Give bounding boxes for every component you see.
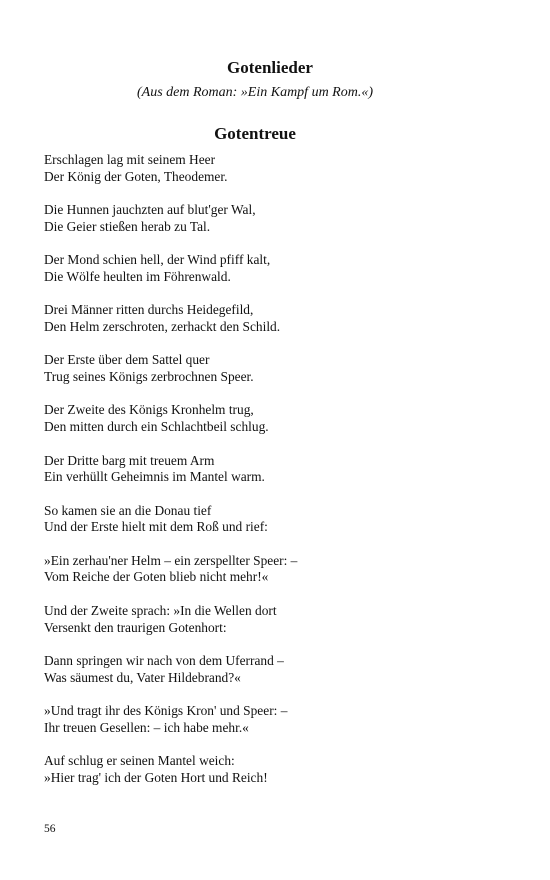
poem-line: So kamen sie an die Donau tief xyxy=(44,502,212,518)
stanza xyxy=(44,553,504,586)
stanza xyxy=(44,453,504,486)
poem-line: Den Helm zerschroten, zerhackt den Schild. xyxy=(44,318,281,334)
section-subtitle: (Aus dem Roman: »Ein Kampf um Rom.«) xyxy=(136,85,374,100)
poem-line: Die Hunnen jauchzten auf blut'ger Wal, xyxy=(44,202,256,218)
stanza xyxy=(44,252,504,285)
stanza xyxy=(44,703,504,736)
poem-line: Drei Männer ritten durchs Heidegefild, xyxy=(44,302,254,318)
poem-line: Und der Zweite sprach: »In die Wellen dort xyxy=(44,602,277,618)
stanza xyxy=(44,202,504,235)
stanza xyxy=(44,302,504,335)
stanza xyxy=(44,152,504,185)
poem-line: Die Wölfe heulten im Föhrenwald. xyxy=(44,268,231,284)
poem-line: Der Erste über dem Sattel quer xyxy=(44,352,210,368)
stanza xyxy=(44,352,504,385)
poem-line: Den mitten durch ein Schlachtbeil schlug. xyxy=(44,419,269,435)
poem-body xyxy=(44,152,504,803)
poem-line: Vom Reiche der Goten blieb nicht mehr!« xyxy=(44,569,269,585)
poem-line: Ihr treuen Gesellen: – ich habe mehr.« xyxy=(44,719,249,735)
stanza xyxy=(44,503,504,536)
poem-line: »Ein zerhau'ner Helm – ein zerspellter Speer: – xyxy=(44,552,298,568)
stanza xyxy=(44,653,504,686)
poem-line: Auf schlug er seinen Mantel weich: xyxy=(44,753,235,769)
poem-line: »Und tragt ihr des Königs Kron' und Speer: – xyxy=(44,703,288,719)
poem-line: Was säumest du, Vater Hildebrand?« xyxy=(44,669,241,685)
stanza xyxy=(44,753,504,786)
stanza xyxy=(44,603,504,636)
poem-line: Dann springen wir nach von dem Uferrand – xyxy=(44,652,284,668)
page-number: 56 xyxy=(44,823,56,835)
poem-line: Der Dritte barg mit treuem Arm xyxy=(44,452,215,468)
poem-line: Erschlagen lag mit seinem Heer xyxy=(44,152,216,167)
poem-line: Versenkt den traurigen Gotenhort: xyxy=(44,619,227,635)
poem-line: Ein verhüllt Geheimnis im Mantel warm. xyxy=(44,469,265,485)
poem-line: Der Zweite des Königs Kronhelm trug, xyxy=(44,402,254,418)
poem-line: Der König der Goten, Theodemer. xyxy=(44,168,228,184)
poem-line: Und der Erste hielt mit dem Roß und rief: xyxy=(44,519,268,535)
poem-line: Der Mond schien hell, der Wind pfiff kalt, xyxy=(44,252,271,268)
poem-line: Trug seines Königs zerbrochnen Speer. xyxy=(44,369,254,385)
section-title: Gotenlieder xyxy=(227,58,313,77)
poem-line: Die Geier stießen herab zu Tal. xyxy=(44,218,211,234)
poem-title: Gotentreue xyxy=(214,124,296,143)
stanza xyxy=(44,402,504,435)
poem-line: »Hier trag' ich der Goten Hort und Reich! xyxy=(44,769,268,785)
